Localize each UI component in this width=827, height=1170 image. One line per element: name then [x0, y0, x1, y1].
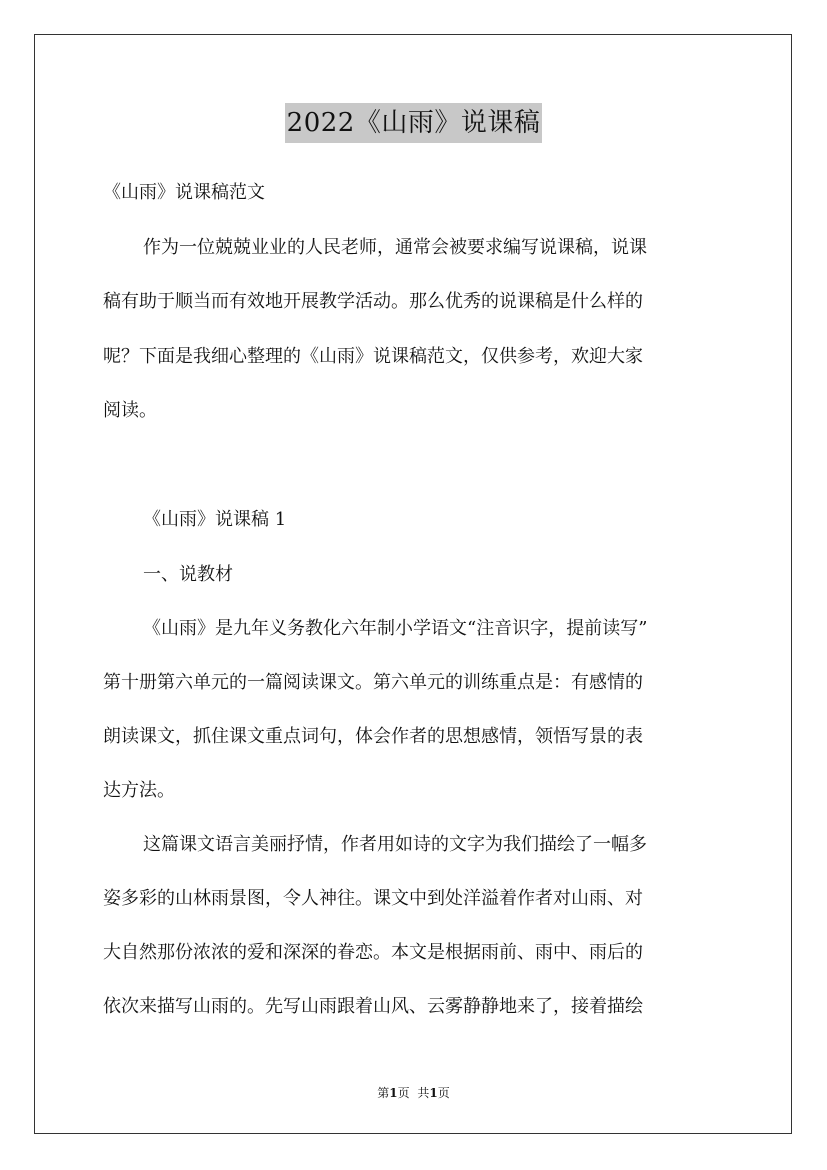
paragraph-line: 姿多彩的山林雨景图，令人神往。课文中到处洋溢着作者对山雨、对 [103, 888, 643, 909]
footer-page-prefix: 第 [377, 1086, 390, 1100]
footer-page-suffix: 页 [397, 1086, 410, 1100]
paragraph-line: 依次来描写山雨的。先写山雨跟着山风、云雾静静地来了，接着描绘 [103, 996, 643, 1017]
intro-line: 呢？下面是我细心整理的《山雨》说课稿范文，仅供参考，欢迎大家 [103, 346, 643, 367]
subtitle: 《山雨》说课稿范文 [103, 182, 265, 203]
title-wrap [0, 103, 827, 143]
paragraph-line: 大自然那份浓浓的爱和深深的眷恋。本文是根据雨前、雨中、雨后的 [103, 942, 643, 963]
intro-line: 阅读。 [103, 400, 157, 421]
subsection-heading: 一、说教材 [143, 564, 233, 585]
document-title: 2022《山雨》说课稿 [285, 103, 543, 143]
intro-line: 稿有助于顺当而有效地开展教学活动。那么优秀的说课稿是什么样的 [103, 291, 643, 312]
footer-total-number: 1 [429, 1086, 438, 1100]
section-heading: 《山雨》说课稿 1 [143, 509, 287, 530]
paragraph-line: 达方法。 [103, 780, 175, 801]
footer-page-number: 1 [389, 1086, 398, 1100]
paragraph-line: 这篇课文语言美丽抒情，作者用如诗的文字为我们描绘了一幅多 [143, 834, 647, 855]
paragraph-line: 第十册第六单元的一篇阅读课文。第六单元的训练重点是：有感情的 [103, 672, 643, 693]
paragraph-line: 朗读课文，抓住课文重点词句，体会作者的思想感情，领悟写景的表 [103, 726, 643, 747]
footer-total-suffix: 页 [437, 1086, 450, 1100]
footer-total-prefix: 共 [417, 1086, 430, 1100]
paragraph-line: 《山雨》是九年义务教化六年制小学语文“注音识字，提前读写” [143, 618, 648, 639]
page-footer [0, 1084, 827, 1101]
intro-line: 作为一位兢兢业业的人民老师，通常会被要求编写说课稿，说课 [143, 237, 647, 258]
